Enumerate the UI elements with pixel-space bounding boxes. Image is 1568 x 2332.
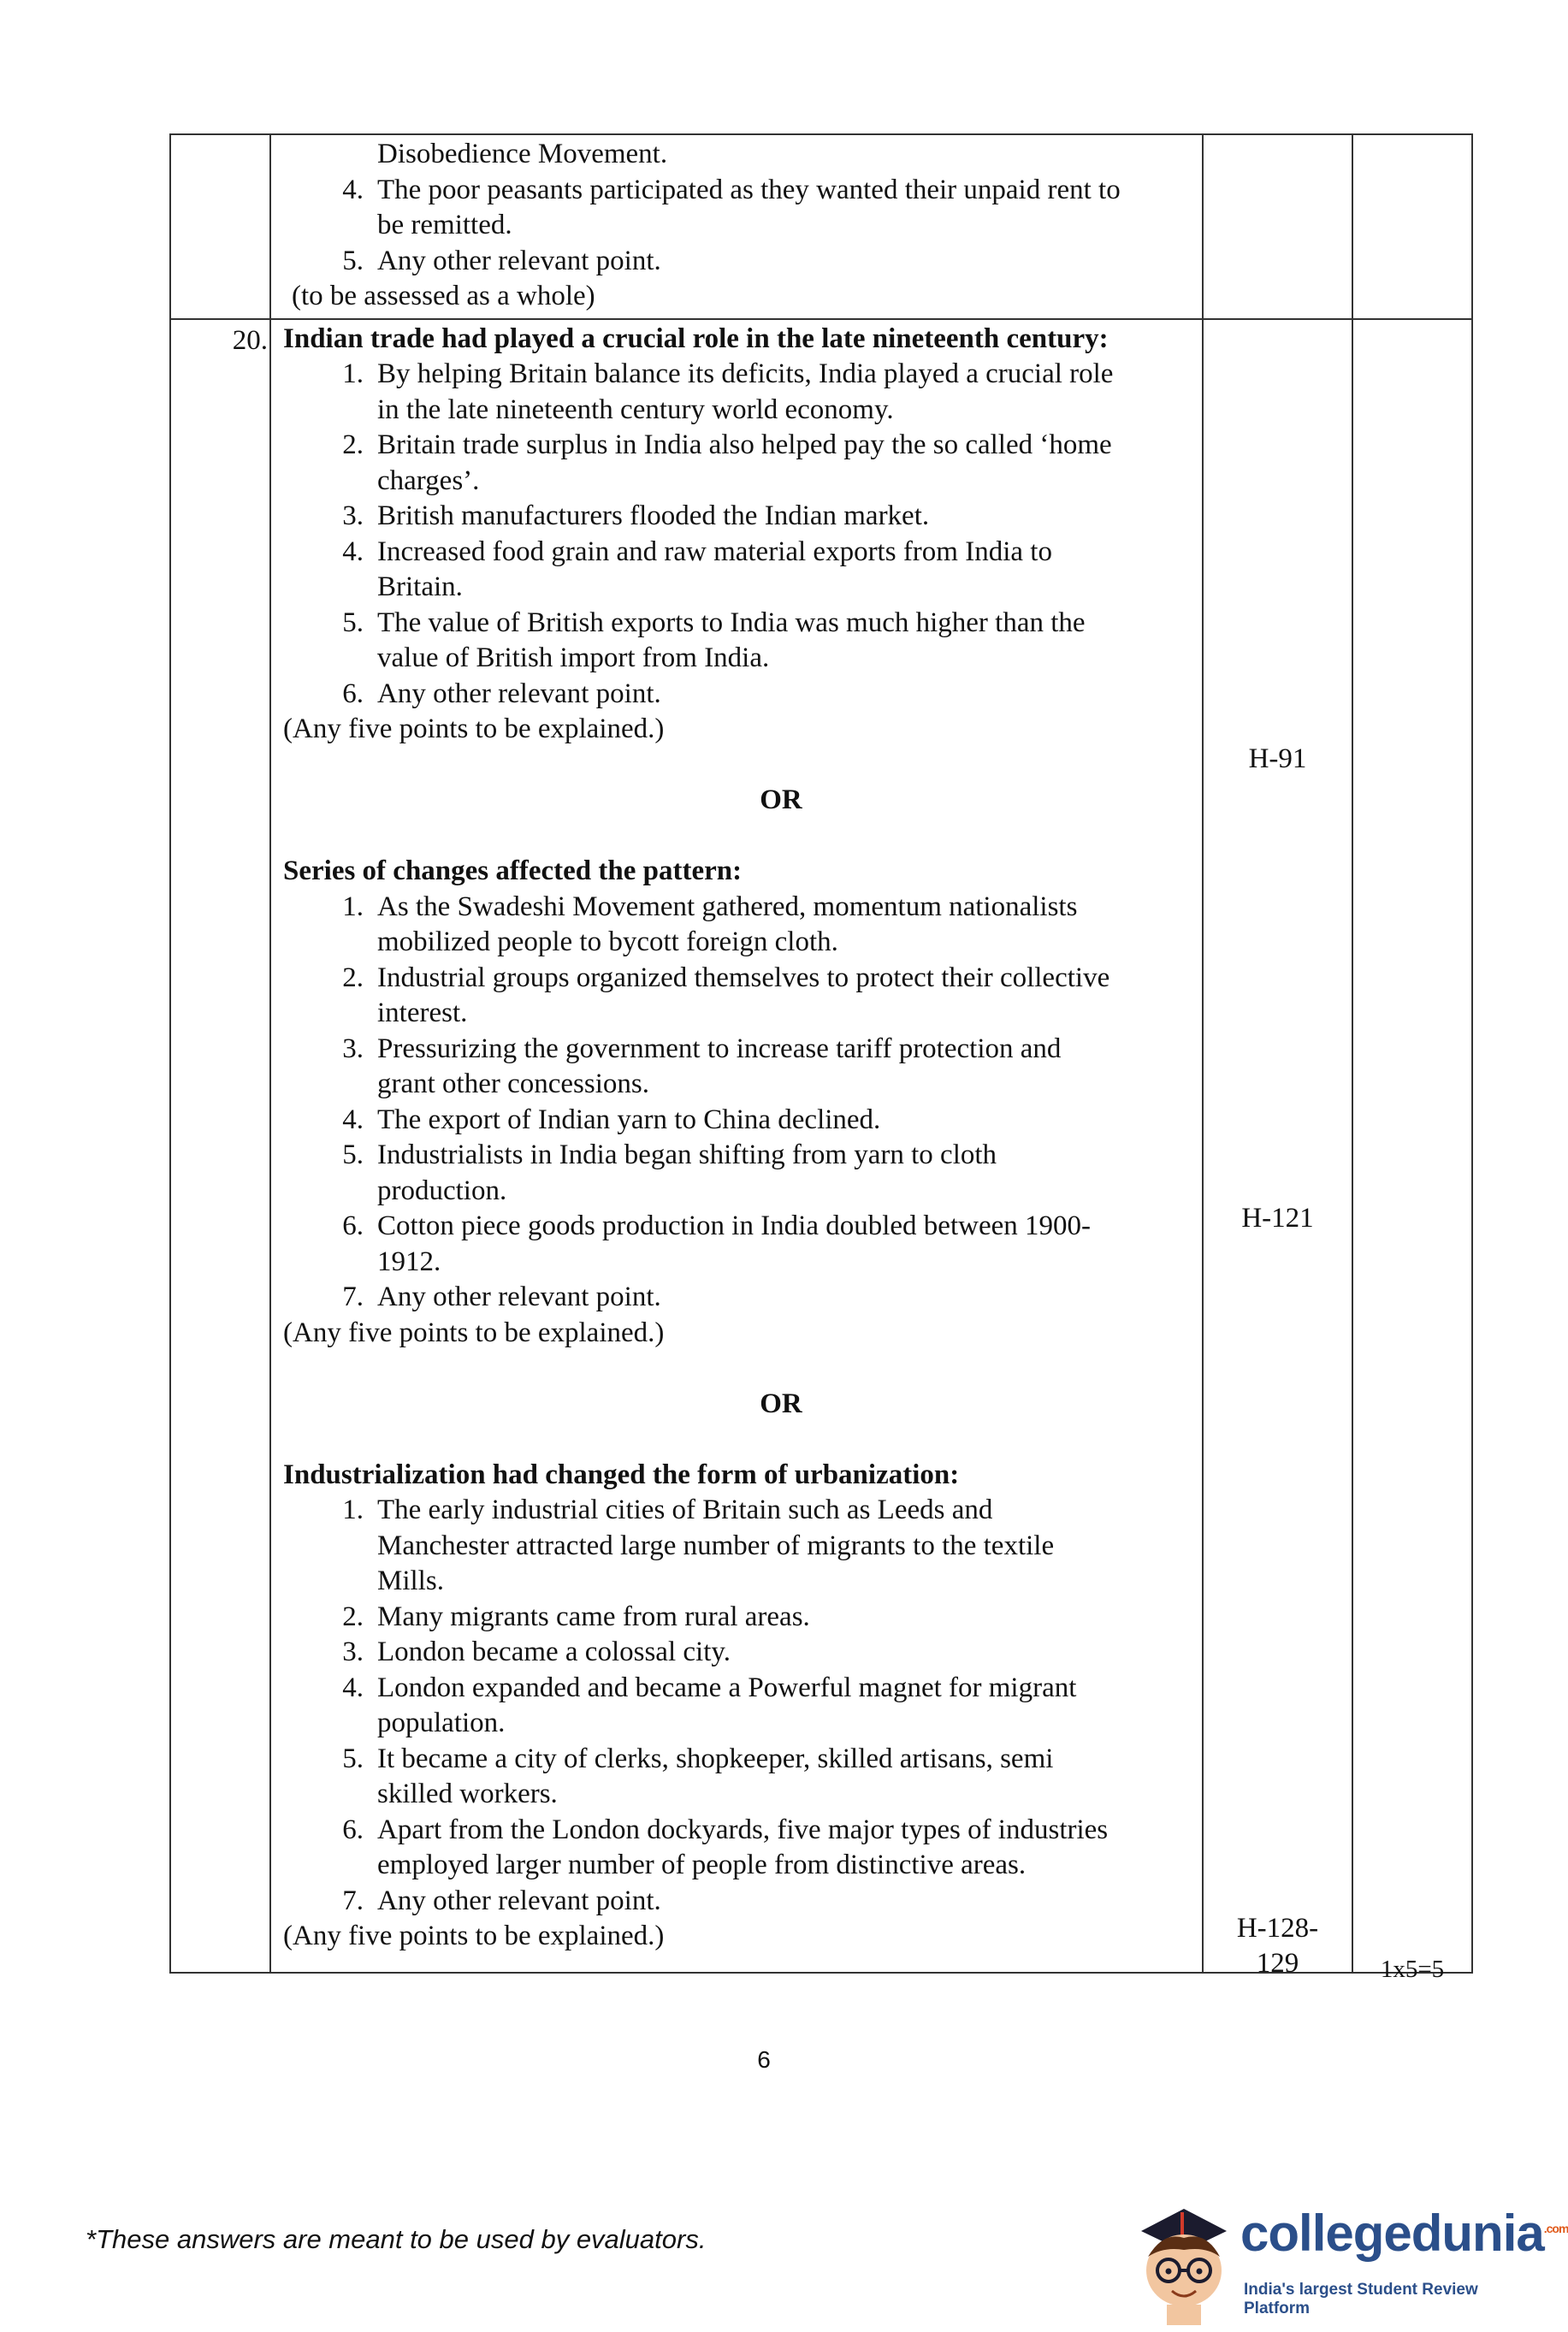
list-item: 2. Britain trade surplus in India also helped pay the so called ‘home charges’. bbox=[342, 429, 1112, 496]
mascot-icon bbox=[1129, 2197, 1236, 2325]
page-reference: H-91 bbox=[1248, 743, 1307, 774]
points-note: (Any five points to be explained.) bbox=[283, 713, 665, 744]
table-row-prev bbox=[170, 134, 1472, 319]
answer-cell bbox=[270, 134, 1203, 319]
points-note: (Any five points to be explained.) bbox=[283, 1921, 665, 1951]
list-item: 1. The early industrial cities of Britain such as Leeds and Manchester attracted large number of migrants to the textile Mills. bbox=[342, 1494, 1055, 1596]
list-item: 5. It became a city of clerks, shopkeeper, skilled artisans, semi skilled workers. bbox=[342, 1743, 1054, 1809]
list-item: 1. As the Swadeshi Movement gathered, momentum nationalists mobilized people to bycott foreign cloth. bbox=[342, 891, 1078, 957]
list-item: 2. Many migrants came from rural areas. bbox=[342, 1601, 810, 1632]
answer-list bbox=[283, 357, 1193, 712]
reference-cell bbox=[1203, 319, 1352, 1979]
list-item: 5. Any other relevant point. bbox=[342, 245, 661, 276]
list-item: 6. Cotton piece goods production in India doubled between 1900- 1912. bbox=[342, 1210, 1091, 1277]
marks-cell bbox=[1352, 319, 1472, 1983]
list-item: 3. Pressurizing the government to increase tariff protection and grant other concessions. bbox=[342, 1033, 1062, 1099]
answer-list bbox=[283, 1493, 1193, 1919]
answer-list bbox=[283, 173, 1193, 209]
list-item: 4. London expanded and became a Powerful magnet for migrant population. bbox=[342, 1672, 1077, 1738]
list-item: 6. Apart from the London dockyards, five major types of industries employed larger number of people from distinctive areas. bbox=[342, 1814, 1109, 1880]
list-item: 5. The value of British exports to India was much higher than the value of British import from India. bbox=[342, 607, 1086, 673]
list-item: 7. Any other relevant point. bbox=[342, 1281, 661, 1312]
answer-line: be remitted. bbox=[377, 210, 512, 240]
list-item: 6. Any other relevant point. bbox=[342, 678, 661, 709]
question-number-cell bbox=[170, 134, 270, 319]
page-reference: 129 bbox=[1256, 1947, 1299, 1979]
assessment-note: (to be assessed as a whole) bbox=[292, 281, 595, 311]
answer-cell bbox=[270, 319, 1203, 1973]
section-heading: Series of changes affected the pattern: bbox=[283, 855, 743, 886]
or-divider: OR bbox=[760, 1388, 802, 1419]
or-divider: OR bbox=[760, 784, 802, 815]
logo-tagline: India's largest Student Review Platform bbox=[1244, 2281, 1478, 2317]
list-item: 3. British manufacturers flooded the Indian market. bbox=[342, 500, 930, 531]
marks-value: 1x5=5 bbox=[1380, 1955, 1445, 1983]
points-note: (Any five points to be explained.) bbox=[283, 1317, 665, 1348]
list-item: 1. By helping Britain balance its deficits, India played a crucial role in the late nineteenth century world economy. bbox=[342, 358, 1114, 425]
logo-wordmark: collegedunia$^{.com}$ bbox=[1240, 2205, 1568, 2262]
list-item: 4. Increased food grain and raw material exports from India to Britain. bbox=[342, 536, 1052, 602]
reference-cell bbox=[1203, 134, 1352, 319]
page-reference: H-121 bbox=[1241, 1202, 1314, 1234]
table-row-q20 bbox=[170, 319, 1472, 1973]
list-item: 7. Any other relevant point. bbox=[342, 1885, 661, 1916]
list-item: 5. Industrialists in India began shifting from yarn to cloth production. bbox=[342, 1139, 997, 1206]
list-item: 4. The poor peasants participated as they wanted their unpaid rent to bbox=[342, 174, 1121, 205]
section-heading: Indian trade had played a crucial role in the late nineteenth century: bbox=[283, 323, 1109, 354]
marks-cell bbox=[1352, 134, 1472, 319]
answer-line: Disobedience Movement. bbox=[377, 139, 668, 169]
list-item: 2. Industrial groups organized themselves to protect their collective interest. bbox=[342, 962, 1110, 1028]
question-number: 20. bbox=[170, 319, 270, 1973]
list-item: 4. The export of Indian yarn to China declined. bbox=[342, 1104, 881, 1135]
answer-table bbox=[169, 133, 1473, 1983]
list-item: 3. London became a colossal city. bbox=[342, 1637, 731, 1667]
footer-note: *These answers are meant to be used by evaluators. bbox=[86, 2224, 707, 2254]
collegedunia-logo bbox=[1129, 2197, 1568, 2325]
answer-list bbox=[283, 890, 1193, 1316]
section-heading: Industrialization had changed the form of urbanization: bbox=[283, 1459, 960, 1490]
page-reference: H-128- bbox=[1236, 1912, 1319, 1944]
page-number: 6 bbox=[757, 2046, 771, 2073]
answer-list bbox=[283, 244, 1193, 280]
